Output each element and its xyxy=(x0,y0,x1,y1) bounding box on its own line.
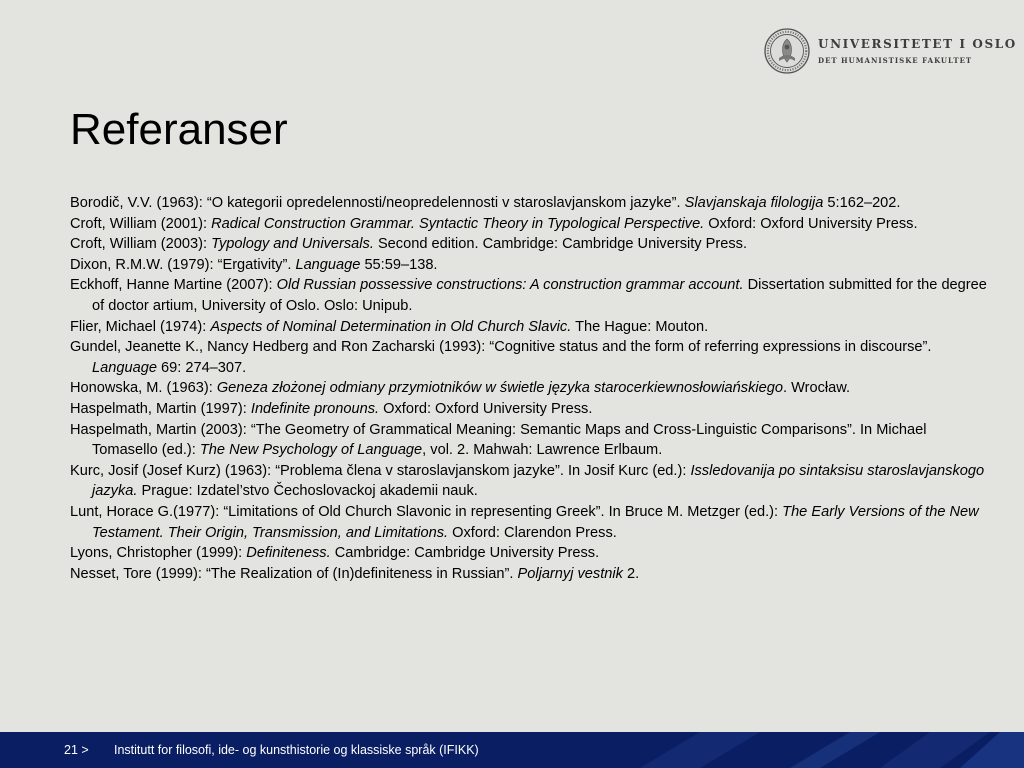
reference-item xyxy=(70,399,995,420)
reference-item xyxy=(70,502,995,543)
reference-italic-text: Issledovanija po sintaksisu staroslavjanskogo jazyka. xyxy=(92,462,985,500)
reference-italic-text: Old Russian possessive constructions: A construction grammar account. xyxy=(276,277,744,294)
reference-text: The Hague: Mouton. xyxy=(571,318,709,335)
reference-item xyxy=(70,234,995,255)
reference-italic-text: The Early Versions of the New Testament. Their Origin, Transmission, and Limitations. xyxy=(92,503,979,541)
reference-text: 5:162–202. xyxy=(823,195,901,211)
reference-item xyxy=(70,255,995,276)
reference-item xyxy=(70,543,995,564)
reference-text: Oxford: Oxford University Press. xyxy=(379,400,593,417)
reference-italic-text: Aspects of Nominal Determination in Old Church Slavic. xyxy=(210,318,572,335)
institute-name: Institutt for filosofi, ide- og kunsthistorie og klassiske språk (IFIKK) xyxy=(114,743,479,757)
reference-italic-text: Geneza złożonej odmiany przymiotników w świetle języka starocerkiewnosłowiańskiego xyxy=(216,380,783,397)
reference-text: Cambridge: Cambridge University Press. xyxy=(330,545,600,562)
reference-item xyxy=(70,337,995,378)
reference-italic-text: Language xyxy=(92,359,157,376)
reference-text: Eckhoff, Hanne Martine (2007): xyxy=(70,277,277,294)
reference-text: , vol. 2. Mahwah: Lawrence Erlbaum. xyxy=(422,442,663,459)
logo-text xyxy=(818,37,1017,65)
reference-text: Lunt, Horace G.(1977): “Limitations of Old Church Slavonic in representing Greek”. In Bruce M. Metzger (ed.): xyxy=(70,503,783,520)
reference-text: Haspelmath, Martin (2003): “The Geometry of Grammatical Meaning: Semantic Maps and Cross-Linguistic Comparisons”. In Michael Tomasello (ed.): xyxy=(70,421,927,459)
reference-text: Gundel, Jeanette K., Nancy Hedberg and Ron Zacharski (1993): “Cognitive status and the form of referring expressions in discourse”. xyxy=(70,339,932,356)
reference-item xyxy=(70,317,995,338)
faculty-name: DET HUMANISTISKE FAKULTET xyxy=(818,56,973,65)
university-logo xyxy=(764,26,1017,76)
reference-list xyxy=(70,193,995,584)
reference-text: Flier, Michael (1974): xyxy=(70,318,211,335)
reference-item xyxy=(70,461,995,502)
university-seal-icon xyxy=(764,28,810,74)
reference-text: 55:59–138. xyxy=(360,256,438,273)
page-number: 21 > xyxy=(64,743,89,757)
reference-text: Prague: Izdatel’stvo Čechoslovackoj akademii nauk. xyxy=(137,483,478,500)
reference-text: Kurc, Josif (Josef Kurz) (1963): “Problema člena v staroslavjanskom jazyke”. In Josif Kurc (ed.): xyxy=(70,462,691,479)
reference-item xyxy=(70,193,995,214)
reference-text: Oxford: Clarendon Press. xyxy=(448,524,617,541)
reference-text: Croft, William (2001): xyxy=(70,215,212,232)
reference-italic-text: The New Psychology of Language xyxy=(199,442,423,459)
reference-item xyxy=(70,420,995,461)
footer-bar xyxy=(0,732,1024,768)
reference-italic-text: Radical Construction Grammar. Syntactic Theory in Typological Perspective. xyxy=(211,215,705,232)
reference-italic-text: Slavjanskaja filologija xyxy=(684,195,824,211)
reference-text: Haspelmath, Martin (1997): xyxy=(70,400,251,417)
reference-text: . Wrocław. xyxy=(782,380,851,397)
reference-italic-text: Typology and Universals. xyxy=(211,236,374,253)
reference-text: Croft, William (2003): xyxy=(70,236,212,253)
reference-text: Nesset, Tore (1999): “The Realization of (In)definiteness in Russian”. xyxy=(70,565,518,582)
reference-item xyxy=(70,378,995,399)
reference-text: Lyons, Christopher (1999): xyxy=(70,545,247,562)
reference-item xyxy=(70,564,995,585)
reference-text: Borodič, V.V. (1963): “O kategorii opredelennosti/neopredelennosti v staroslavjanskom jazyke”. xyxy=(70,195,685,211)
reference-italic-text: Definiteness. xyxy=(246,545,331,562)
university-name: UNIVERSITETET I OSLO xyxy=(818,37,1017,51)
reference-italic-text: Language xyxy=(295,256,361,273)
reference-italic-text: Indefinite pronouns. xyxy=(250,400,380,417)
reference-text: 2. xyxy=(622,565,640,582)
reference-text: Honowska, M. (1963): xyxy=(70,380,217,397)
reference-italic-text: Poljarnyj vestnik xyxy=(517,565,623,582)
reference-item xyxy=(70,275,995,316)
reference-text: Dissertation submitted for the degree of doctor artium, University of Oslo. Oslo: Unipub. xyxy=(92,277,987,314)
reference-item xyxy=(70,214,995,235)
reference-text: Dixon, R.M.W. (1979): “Ergativity”. xyxy=(70,256,296,273)
slide-title: Referanser xyxy=(70,105,288,154)
reference-text: Second edition. Cambridge: Cambridge University Press. xyxy=(373,236,748,253)
reference-text: Oxford: Oxford University Press. xyxy=(704,215,918,232)
reference-text: 69: 274–307. xyxy=(156,359,247,376)
